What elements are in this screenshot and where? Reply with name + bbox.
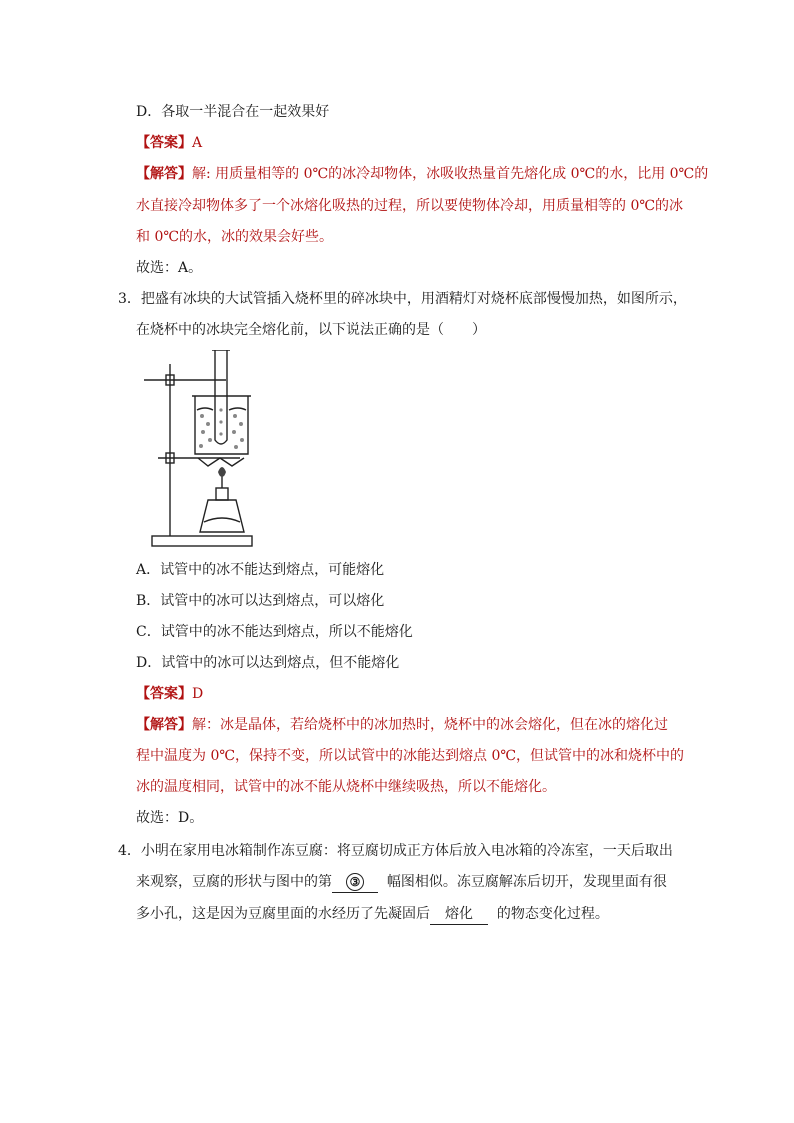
fill-blank-1 <box>332 872 378 893</box>
ice-chunks <box>199 408 244 449</box>
q3-option-a: A．试管中的冰不能达到熔点，可能熔化 <box>136 562 385 578</box>
q2-conclusion: 故选：A。 <box>136 260 203 276</box>
answer-value: A <box>192 135 203 151</box>
analysis-text: 解: 用质量相等的 0℃的冰冷却物体，冰吸收热量首先熔化成 0℃的水，比用 0℃的 <box>192 166 709 182</box>
analysis-text: 解：冰是晶体，若给烧杯中的冰加热时，烧杯中的冰会熔化，但在冰的熔化过 <box>192 717 668 733</box>
answer-tag: 【答案】 <box>136 135 192 151</box>
q4-text: 的物态变化过程。 <box>496 906 609 922</box>
test-tube <box>215 350 227 444</box>
answer-value: D <box>192 686 204 702</box>
q4-text: 多小孔，这是因为豆腐里面的水经历了先凝固后 <box>136 906 430 922</box>
q3-analysis-line-3: 冰的温度相同，试管中的冰不能从烧杯中继续吸热，所以不能熔化。 <box>136 779 556 795</box>
analysis-tag: 【解答】 <box>136 717 192 733</box>
q2-analysis-line-3: 和 0℃的水，冰的效果会好些。 <box>136 229 334 245</box>
q3-analysis-line-1 <box>136 715 668 735</box>
answer-circled-three: ③ <box>346 873 364 891</box>
q3-option-d: D．试管中的冰可以达到熔点，但不能熔化 <box>136 655 400 671</box>
q4-text: 来观察，豆腐的形状与图中的第 <box>136 874 332 890</box>
q2-analysis-line-1 <box>136 164 708 184</box>
q3-option-b: B．试管中的冰可以达到熔点，可以熔化 <box>136 593 385 609</box>
q3-stem-line-2: 在烧杯中的冰块完全熔化前，以下说法正确的是（ ） <box>136 322 486 338</box>
q4-stem-line-2 <box>136 872 667 893</box>
q3-option-c: C．试管中的冰不能达到熔点，所以不能熔化 <box>136 624 413 640</box>
flame-icon <box>218 467 226 477</box>
apparatus-figure <box>140 350 270 550</box>
fill-blank-2: 熔化 <box>430 904 488 925</box>
q2-analysis-line-2: 水直接冷却物体多了一个冰熔化吸热的过程，所以要使物体冷却，用质量相等的 0℃的冰 <box>136 198 684 214</box>
q2-option-d: D．各取一半混合在一起效果好 <box>136 104 330 120</box>
wire-gauze <box>198 458 244 466</box>
q3-conclusion: 故选：D。 <box>136 810 204 826</box>
answer-tag: 【答案】 <box>136 686 192 702</box>
q4-stem-line-1: 4．小明在家用电冰箱制作冻豆腐：将豆腐切成正方体后放入电冰箱的冷冻室，一天后取出 <box>118 843 673 859</box>
analysis-tag: 【解答】 <box>136 166 192 182</box>
q4-stem-line-3 <box>136 904 609 925</box>
alcohol-lamp <box>200 500 244 532</box>
q2-answer <box>136 133 202 153</box>
stand-base <box>152 536 252 546</box>
q3-analysis-line-2: 程中温度为 0℃，保持不变，所以试管中的冰能达到熔点 0℃，但试管中的冰和烧杯中的 <box>136 748 685 764</box>
q3-stem-line-1: 3．把盛有冰块的大试管插入烧杯里的碎冰块中，用酒精灯对烧杯底部慢慢加热，如图所示， <box>118 291 687 307</box>
q3-answer <box>136 684 203 704</box>
q4-text: 幅图相似。冻豆腐解冻后切开，发现里面有很 <box>386 874 667 890</box>
